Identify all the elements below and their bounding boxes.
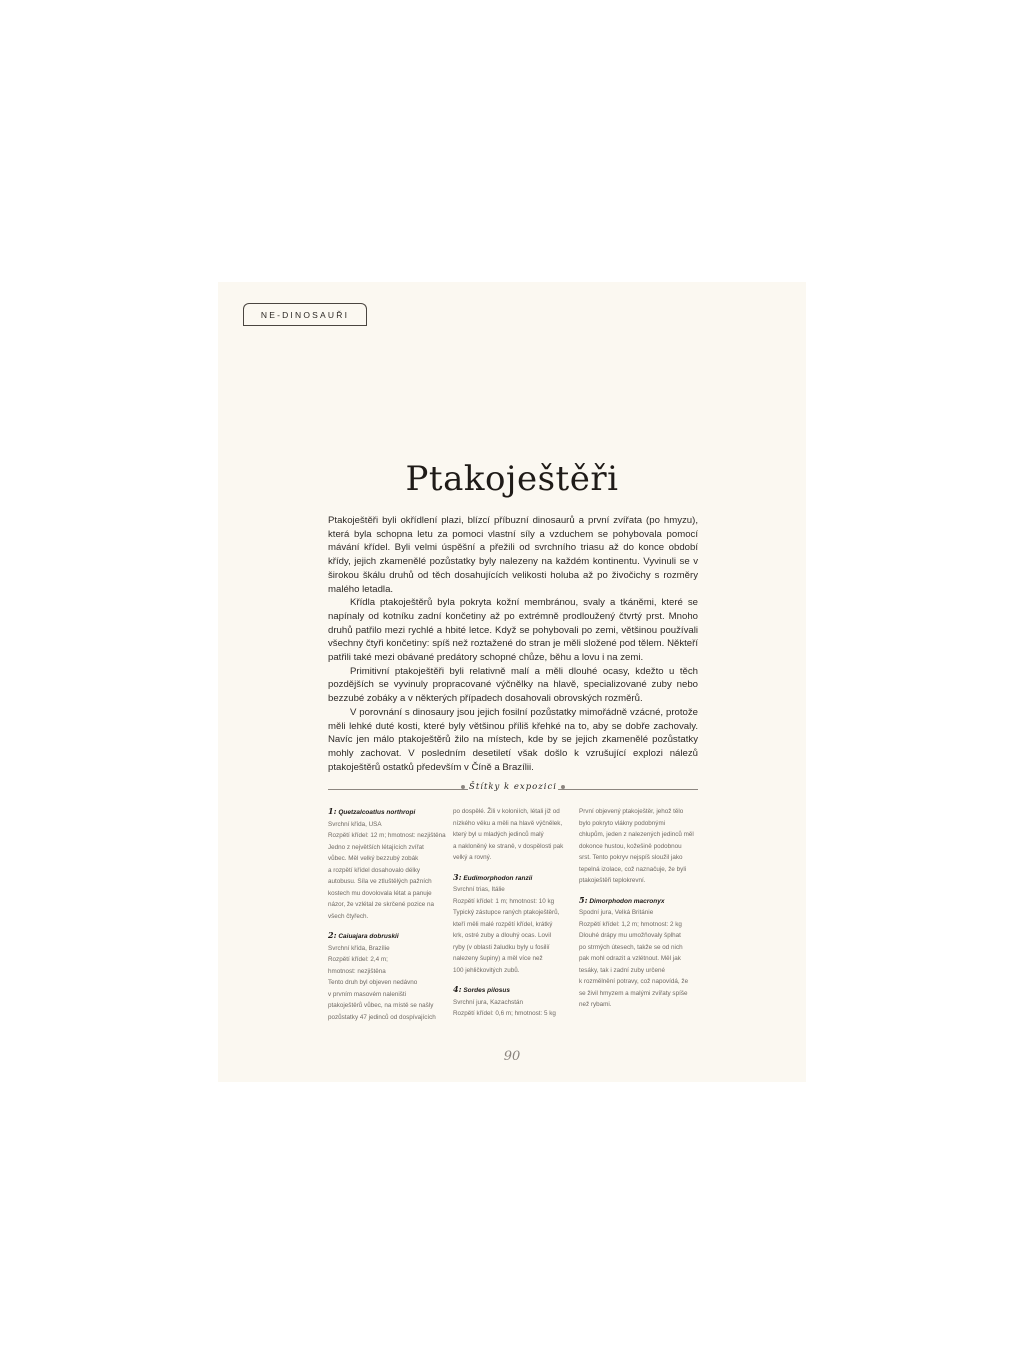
label-entry-continued: po dospělé. Žili v koloniích, létali již od nízkého věku a měli na hlavě výčnělek, který byl u mladých jedinců malý a nakloněný ke straně, v dospělosti pak velký a rovný. [453, 808, 564, 861]
labels-heading-text: Štítky k expozici [328, 782, 698, 792]
entry-title: 3: Eudimorphodon ranzii [453, 871, 533, 882]
paragraph: Primitivní ptakoještěři byli relativně malí a měli dlouhé ocasy, kdežto u těch pozdějších se vyvinuly propracované výčnělky na hlavě, specializované zuby nebo bezzubé zobáky a v některých případech dosahovali obrovských rozměrů. [328, 665, 698, 705]
label-entry: 1: Quetzalcoatlus northropi Svrchní křída, USA Rozpětí křídel: 12 m; hmotnost: nezjištěna Jedno z největších létajících zvířat vůbec. Měl velký bezzubý zobák a rozpětí křídel dosahovalo délky autobusu. Síla ve ztluštělých pažních kostech mu dovolovala létat a panuje názor, že vzlétal ze skrčené pozice na všech čtyřech. [328, 806, 446, 920]
paragraph: Křídla ptakoještěrů byla pokryta kožní membránou, svaly a tkáněmi, které se napínaly od kotníku zadní končetiny až po extrémně prodloužený čtvrtý prst. Mnoho druhů patřilo mezi rychlé a hbité letce. Když se pohybovali po zemi, většinou používali všechny čtyři končetiny: spíš než roztažené do stran je měli složené pod tělem. Někteří patřili také mezi obávané predátory schopné chůze, běhu a lovu i na zemi. [328, 597, 698, 664]
label-entry: 4: Sordes pilosus Svrchní jura, Kazachstán Rozpětí křídel: 0,6 m; hmotnost: 5 kg [453, 984, 571, 1020]
paragraph: V porovnání s dinosaury jsou jejich fosilní pozůstatky mimořádně vzácné, protože měli lehké duté kosti, které byly většinou příliš křehké na to, aby se dobře zachovaly. Navíc jen málo ptakoještěrů žilo na místech, kde by se jejich zkamenělé pozůstatky mohly zachovat. V posledním desetiletí však došlo k vzrušující explozi nálezů ptakoještěrů ostatků především v Číně a Brazílii. [328, 706, 698, 773]
page-title: Ptakoještěři [405, 459, 619, 499]
page-number: 90 [503, 1049, 521, 1064]
label-entry: 3: Eudimorphodon ranzii Svrchní trias, Itálie Rozpětí křídel: 1 m; hmotnost: 10 kg Typický zástupce raných ptakoještěrů, kteří měli malé rozpětí křídel, krátký krk, ostré zuby a dlouhý ocas. Lovil ryby (v oblasti žaludku byly u fosilií nalezeny šupiny) a měl více než 100 jehličkovitých zubů. [453, 872, 571, 977]
entry-title: 4: Sordes pilosus [453, 984, 510, 994]
labels-column-1 [328, 806, 446, 1031]
paragraph: Ptakoještěři byli okřídlení plazi, blízcí příbuzní dinosaurů a první zvířata (po hmyzu), která byla schopna letu za pomoci vlastní síly a vzduchem se pohybovala pomocí mávání křídel. Byli velmi úspěšní a přežili od svrchního triasu až do konce období křídy, jejich zkamenělé pozůstatky byly nalezeny na každém kontinentu. Vyvinuli se v širokou škálu druhů od těch dosahujících velikosti holuba až po živočichy s rozměry malého letadla. [328, 515, 698, 595]
labels-heading [328, 781, 698, 797]
labels-column-2 [453, 806, 571, 1028]
labels-column-3 [579, 806, 697, 1019]
label-entry: 5: Dimorphodon macronyx Spodní jura, Velká Británie Rozpětí křídel: 1,2 m; hmotnost: 2 kg Dlouhé drápy mu umožňovaly šplhat po strmých útesech, takže se od nich pak mohl odrazit a vzlétnout. Měl jak tesáky, tak i zadní zuby určené k rozmělnění potravy, což napovídá, že se živil hmyzem a malými zvířaty spíše než rybami. [579, 895, 697, 1011]
body-text [328, 514, 698, 774]
entry-title: 5: Dimorphodon macronyx [579, 894, 665, 905]
section-tab: NE-DINOSAUŘI [243, 303, 367, 326]
section-tab-underline [243, 325, 367, 326]
entry-title: 2: Caiuajara dobruskii [328, 930, 399, 940]
label-entry: 2: Caiuajara dobruskii Svrchní křída, Brazílie Rozpětí křídel: 2,4 m; hmotnost: nezjištěna Tento druh byl objeven nedávno v prvním masovém naleništi ptakoještěrů vůbec, na místě se našly pozůstatky 47 jedinců od dospívajících [328, 930, 446, 1023]
entry-title: 1: Quetzalcoatlus northropi [328, 806, 416, 816]
label-entry-continued: První objevený ptakoještěr, jehož tělo bylo pokryto vlákny podobnými chlupům, jeden z nalezených jedinců měl dokonce hustou, kožešině podobnou srst. Tento pokryv nejspíš sloužil jako tepelná izolace, což naznačuje, že byli ptakoještěři teplokrevní. [579, 808, 694, 884]
